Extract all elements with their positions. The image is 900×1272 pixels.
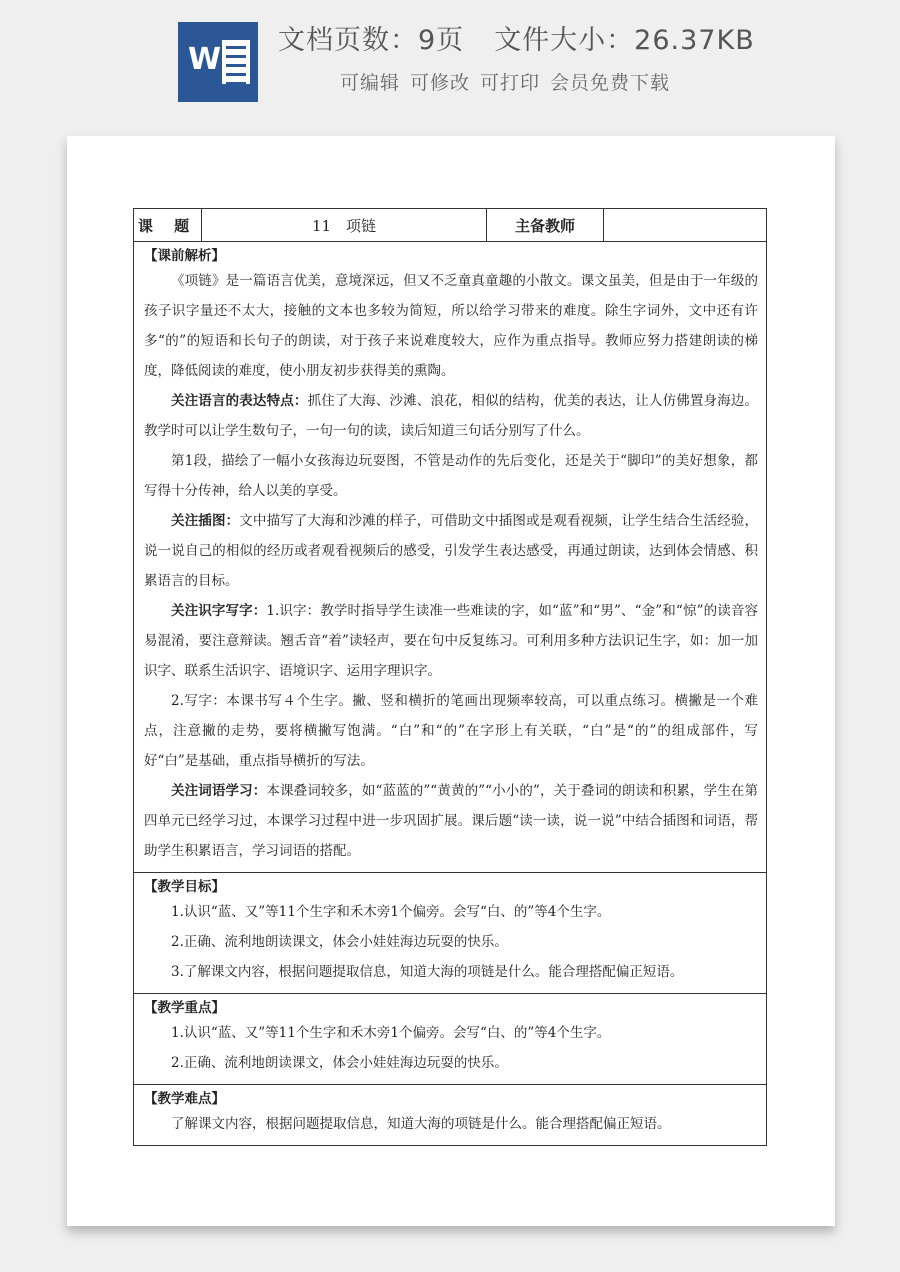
document-page: [67, 136, 835, 1226]
paragraph: 第1段，描绘了一幅小女孩海边玩耍图，不管是动作的先后变化，还是关于“脚印”的美好想象，都写得十分传神，给人以美的享受。: [144, 453, 758, 499]
paragraph: 关注插图：文中描写了大海和沙滩的样子，可借助文中插图或是观看视频，让学生结合生活经验，说一说自己的相似的经历或者观看视频后的感受，引发学生表达感受，再通过朗读，达到体会情感、积累语言的目标。: [144, 513, 759, 589]
paragraph: 2.写字：本课书写４个生字。撇、竖和横折的笔画出现频率较高，可以重点练习。横撇是一个难点，注意撇的走势，要将横撇写饱满。“白”和“的”在字形上有关联，“白”是“的”的组成部件，写好“白”是基础，重点指导横折的写法。: [144, 693, 758, 769]
paragraph: 关注识字写字：1.识字：教学时指导学生读准一些难读的字，如“蓝”和“男”、“金”和“惊”的读音容易混淆，要注意辩读。翘舌音“着”读轻声，要在句中反复练习。可利用多种方法识记生字，如：加一加识字、联系生活识字、语境识字、运用字理识字。: [144, 603, 759, 679]
teaching-difficulties: [134, 1085, 766, 1145]
paragraph-heading: 关注词语学习：: [171, 783, 267, 799]
list-item: 2.正确、流利地朗读课文，体会小娃娃海边玩耍的快乐。: [171, 934, 508, 950]
download-banner: [0, 0, 900, 120]
topic-value: 11 项链: [202, 209, 487, 241]
feature-member-download: 会员免费下载: [550, 72, 671, 94]
paragraph: 关注词语学习：本课叠词较多，如“蓝蓝的”“黄黄的”“小小的”，关于叠词的朗读和积累，学生在第四单元已经学习过，本课学习过程中进一步巩固扩展。课后题“读一读，说一说”中结合插图和词语，帮助学生积累语言，学习词语的搭配。: [144, 783, 759, 859]
paragraph: 《项链》是一篇语言优美，意境深远，但又不乏童真童趣的小散文。课文虽美，但是由于一年级的孩子识字量还不太大，接触的文本也多较为简短，所以给学习带来的难度。除生字词外，文中还有许多“的”的短语和长句子的朗读，对于孩子来说难度较大，应作为重点指导。教师应努力搭建朗读的梯度，降低阅读的难度，使小朋友初步获得美的熏陶。: [144, 273, 758, 379]
teacher-label: 主备教师: [487, 209, 604, 241]
section-title: 【教学重点】: [144, 1000, 225, 1016]
feature-editable: 可编辑: [340, 72, 401, 94]
section-title: 【课前解析】: [144, 248, 225, 264]
word-document-icon: W: [178, 22, 258, 102]
feature-list: [340, 68, 670, 95]
list-item: 3.了解课文内容，根据问题提取信息，知道大海的项链是什么。能合理搭配偏正短语。: [171, 964, 684, 980]
feature-modifiable: 可修改: [410, 72, 471, 94]
paragraph: 关注语言的表达特点：抓住了大海、沙滩、浪花，相似的结构，优美的表达，让人仿佛置身海边。教学时可以让学生数句子，一句一句的读，读后知道三句话分别写了什么。: [144, 393, 759, 439]
teaching-key-points: [134, 994, 766, 1085]
pre-lesson-analysis: [134, 242, 766, 873]
section-title: 【教学难点】: [144, 1091, 225, 1107]
paragraph-heading: 关注语言的表达特点：: [171, 393, 308, 409]
teacher-value: [604, 209, 766, 241]
section-title: 【教学目标】: [144, 879, 225, 895]
list-item: 2.正确、流利地朗读课文，体会小娃娃海边玩耍的快乐。: [171, 1055, 508, 1071]
list-item: 1.认识“蓝、又”等11个生字和禾木旁1个偏旁。会写“白、的”等4个生字。: [171, 1025, 611, 1041]
table-header-row: [134, 209, 766, 242]
file-info: [278, 18, 755, 57]
topic-label: 课 题: [134, 209, 202, 241]
list-item: 1.认识“蓝、又”等11个生字和禾木旁1个偏旁。会写“白、的”等4个生字。: [171, 904, 611, 920]
list-item: 了解课文内容，根据问题提取信息，知道大海的项链是什么。能合理搭配偏正短语。: [171, 1116, 671, 1132]
page-count: 文档页数：9页: [278, 25, 465, 56]
paragraph-heading: 关注插图：: [171, 513, 240, 529]
paragraph-heading: 关注识字写字：: [171, 603, 267, 619]
teaching-goals: [134, 873, 766, 994]
feature-printable: 可打印: [480, 72, 541, 94]
file-size: 文件大小：26.37KB: [494, 25, 755, 56]
lesson-plan-table: [133, 208, 767, 1146]
